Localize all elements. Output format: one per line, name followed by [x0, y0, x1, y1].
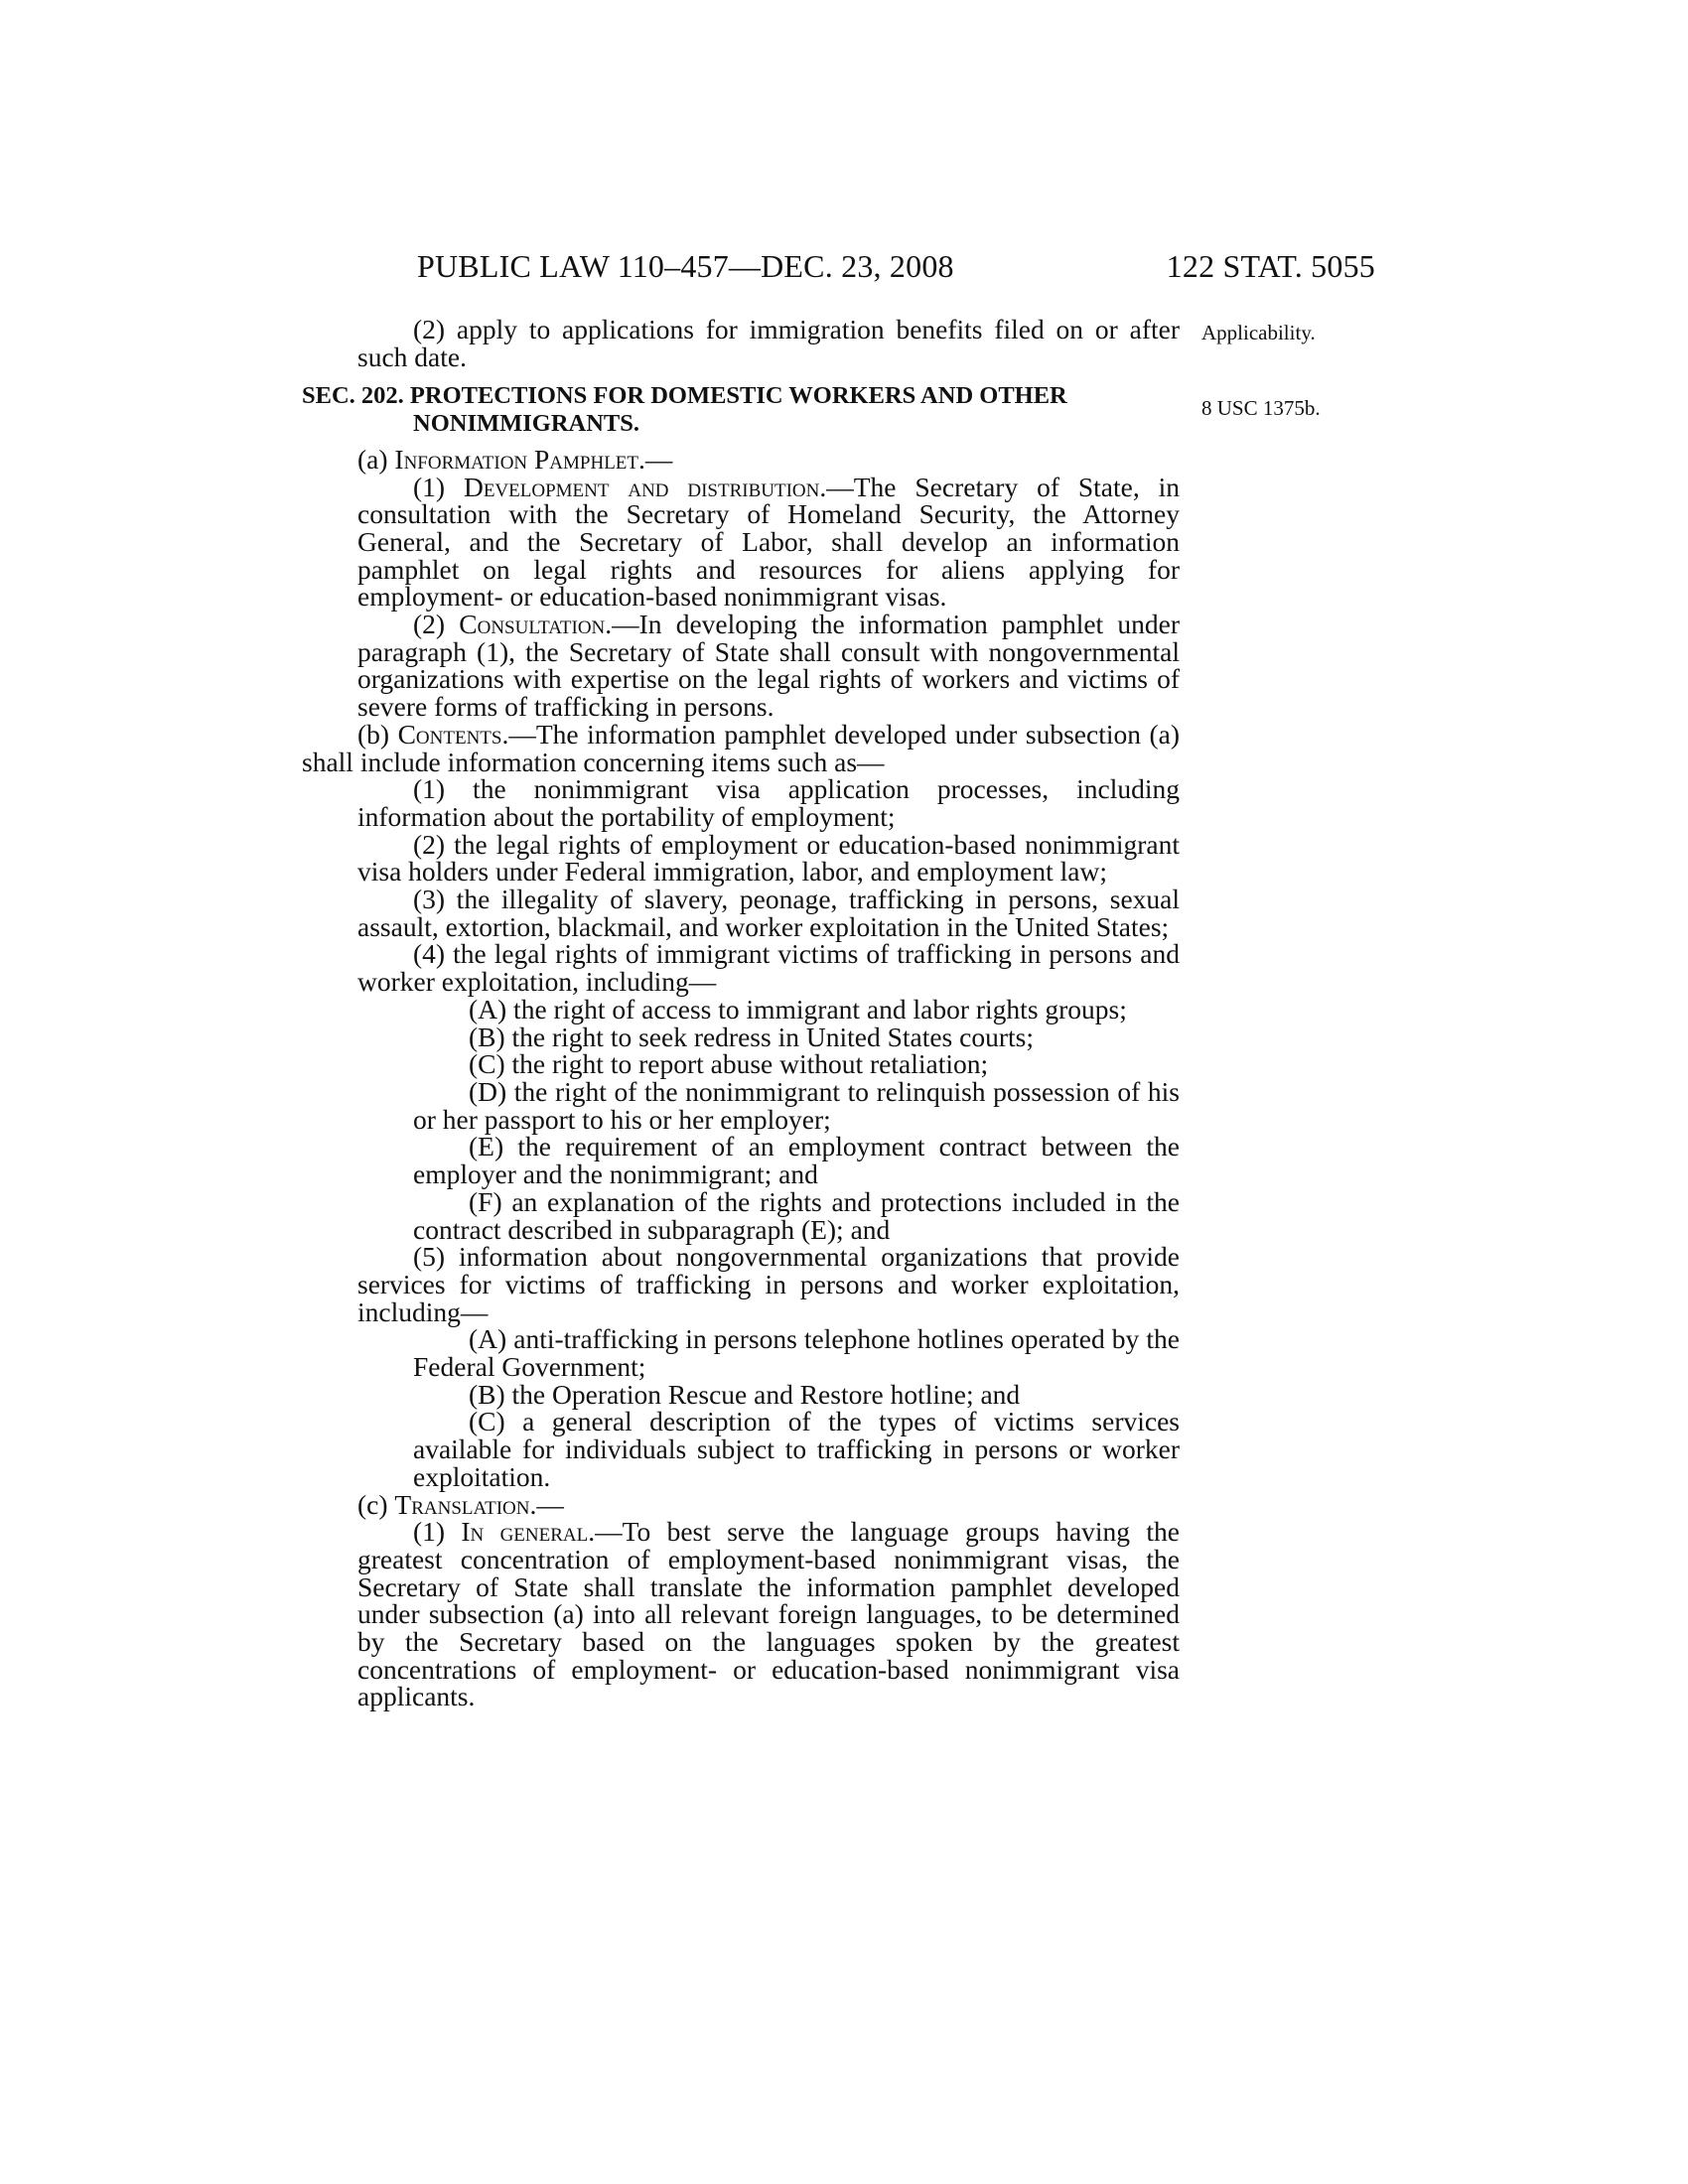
subsection-b-dash: .—: [501, 718, 536, 750]
paragraph-a1-text: The Secretary of State, in consultation with the Secretary of Homeland Security, the Attorney General, and the Secretary of Labor, shall develop an information pamphlet on legal rights and resources for aliens applying for employment- or education-based nonimmigrant visas.: [357, 471, 1180, 613]
subsection-a-title: Information Pamphlet: [394, 443, 639, 475]
paragraph-c1-text: To best serve the language groups having the greatest concentration of employment-based nonimmigrant visas, the Secretary of State shall translate the information pamphlet developed under subsection (a) into all relevant foreign languages, to be determined by the Secretary based on the languages spoken by the greatest concentrations of employment- or education-based nonimmigrant visa applicants.: [357, 1516, 1180, 1712]
subparagraph-b4B: (B) the right to seek redress in United States courts;: [469, 1021, 1034, 1052]
subsection-c-heading: [302, 1488, 1180, 1520]
subsection-a-dash: .—: [638, 443, 673, 475]
subparagraph-b4F: (F) an explanation of the rights and protections included in the contract described in subparagraph (E); and: [413, 1185, 1180, 1245]
paragraph-b2: (2) the legal rights of employment or education-based nonimmigrant visa holders under Federal immigration, labor, and employment law;: [357, 828, 1180, 887]
paragraph-c1-heading: In general: [461, 1516, 589, 1548]
paragraph-c1-label: (1): [413, 1516, 462, 1548]
page-number: 122 STAT. 5055: [1166, 248, 1375, 284]
subparagraph-b5A: (A) anti-trafficking in persons telephone hotlines operated by the Federal Government;: [413, 1323, 1180, 1383]
paragraph-b1: (1) the nonimmigrant visa application processes, including information about the portability of employment;: [357, 773, 1180, 832]
subsection-c-label: (c): [357, 1488, 395, 1520]
subsection-b-heading: Contents: [397, 718, 502, 750]
subsection-b-text: The information pamphlet developed under subsection (a) shall include information concerning items such as—: [302, 718, 1180, 777]
paragraph-a1-heading: Development and distribution: [463, 471, 820, 502]
subsection-b: [302, 718, 1180, 777]
margin-note-usc: 8 USC 1375b.: [1201, 396, 1321, 420]
document-body: [302, 316, 1180, 1710]
paragraph-a2-label: (2): [413, 609, 460, 640]
paragraph-a2-text: In developing the information pamphlet under paragraph (1), the Secretary of State shall consult with nongovernmental organizations with expertise on the legal rights of workers and victims of severe forms of trafficking in persons.: [357, 609, 1180, 723]
subparagraph-b5C: (C) a general description of the types of victims services available for individuals subject to trafficking in persons or worker exploitation.: [413, 1406, 1180, 1492]
subsection-b-label: (b): [357, 718, 398, 750]
header-title: PUBLIC LAW 110–457—DEC. 23, 2008: [417, 248, 954, 284]
margin-note-applicability: Applicability.: [1201, 321, 1316, 344]
subparagraph-b4E: (E) the requirement of an employment contract between the employer and the nonimmigrant; and: [413, 1131, 1180, 1190]
subparagraph-b5B: (B) the Operation Rescue and Restore hotline; and: [469, 1378, 1021, 1410]
subsection-c-dash: .—: [529, 1488, 564, 1520]
paragraph-a2-dash: .—: [605, 609, 639, 640]
subsection-a-heading: [302, 443, 1180, 475]
paragraph-2-applicability: (2) apply to applications for immigration benefits filed on or after such date.: [357, 314, 1180, 372]
paragraph-c1: [302, 1518, 1180, 1710]
subsection-a-label: (a): [357, 443, 395, 475]
paragraph-b5: (5) information about nongovernmental organizations that provide services for victims of trafficking in persons and worker exploitation, including—: [357, 1241, 1180, 1327]
section-heading: SEC. 202. PROTECTIONS FOR DOMESTIC WORKERS AND OTHER NONIMMIGRANTS.: [302, 382, 1067, 438]
paragraph-c1-dash: .—: [588, 1516, 623, 1548]
subparagraph-b4D: (D) the right of the nonimmigrant to relinquish possession of his or her passport to his or her employer;: [413, 1075, 1180, 1135]
paragraph-a2-heading: Consultation: [459, 609, 606, 640]
subparagraph-b4C: (C) the right to report abuse without retaliation;: [469, 1048, 989, 1080]
subparagraph-b4A: (A) the right of access to immigrant and labor rights groups;: [469, 993, 1127, 1024]
paragraph-a2: [302, 611, 1180, 721]
paragraph-a1-dash: .—: [819, 471, 854, 502]
paragraph-b3: (3) the illegality of slavery, peonage, trafficking in persons, sexual assault, extortion, blackmail, and worker exploitation in the United States;: [357, 884, 1180, 942]
paragraph-a1-label: (1): [413, 471, 464, 502]
subsection-c-title: Translation: [394, 1488, 530, 1520]
paragraph-b4: (4) the legal rights of immigrant victims of trafficking in persons and worker exploitation, including—: [357, 938, 1180, 998]
paragraph-a1: [302, 471, 1180, 613]
